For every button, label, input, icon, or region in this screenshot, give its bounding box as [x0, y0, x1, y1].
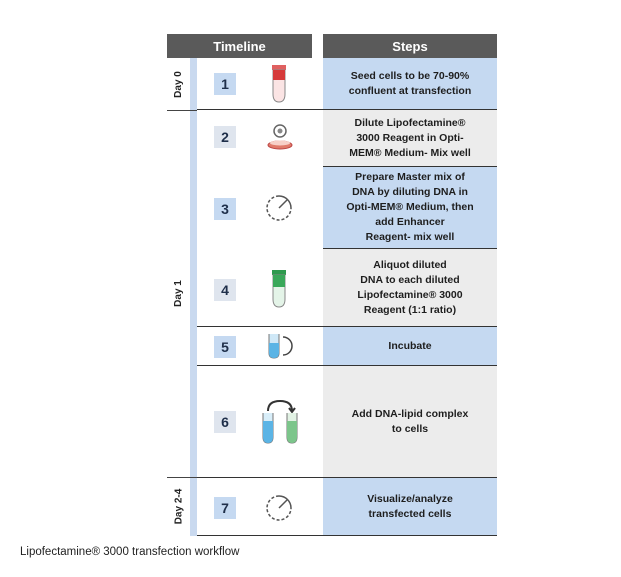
steps-header: Steps [323, 34, 497, 58]
timeline-header: Timeline [167, 34, 312, 58]
timeline-stripe [190, 58, 197, 536]
step-text-3: Prepare Master mix of DNA by diluting DNA in Opti-MEM® Medium, then add Enhancer Reagent- mix well [323, 167, 497, 248]
step-number-7: 7 [214, 497, 236, 519]
step-text-7: Visualize/analyze transfected cells [323, 478, 497, 535]
step-number-2: 2 [214, 126, 236, 148]
day-2-4-label: Day 2-4 [173, 488, 185, 525]
step-text-4: Aliquot diluted DNA to each diluted Lipofectamine® 3000 Reagent (1:1 ratio) [323, 249, 497, 326]
step-number-3: 3 [214, 198, 236, 220]
transfer-tubes-icon [258, 398, 302, 446]
incubate-tube-icon [262, 330, 296, 362]
step-number-5: 5 [214, 336, 236, 358]
step-text-6: Add DNA-lipid complex to cells [323, 366, 497, 477]
step-number-6: 6 [214, 411, 236, 433]
tube-green-icon [264, 266, 294, 312]
step-number-4: 4 [214, 279, 236, 301]
step-text-5: Incubate [323, 327, 497, 365]
step-number-1: 1 [214, 73, 236, 95]
tube-red-icon [264, 60, 294, 108]
day-0-label: Day 0 [173, 70, 184, 98]
step-text-2: Dilute Lipofectamine® 3000 Reagent in Opti- MEM® Medium- Mix well [323, 110, 497, 166]
step-text-1: Seed cells to be 70-90% confluent at transfection [323, 58, 497, 109]
day-1-label: Day 1 [173, 280, 184, 307]
row-divider [197, 535, 497, 536]
dilute-dish-icon [262, 118, 298, 156]
figure-caption: Lipofectamine® 3000 transfection workflow [20, 546, 240, 558]
timer-icon [262, 190, 296, 226]
timer-icon [262, 490, 296, 526]
